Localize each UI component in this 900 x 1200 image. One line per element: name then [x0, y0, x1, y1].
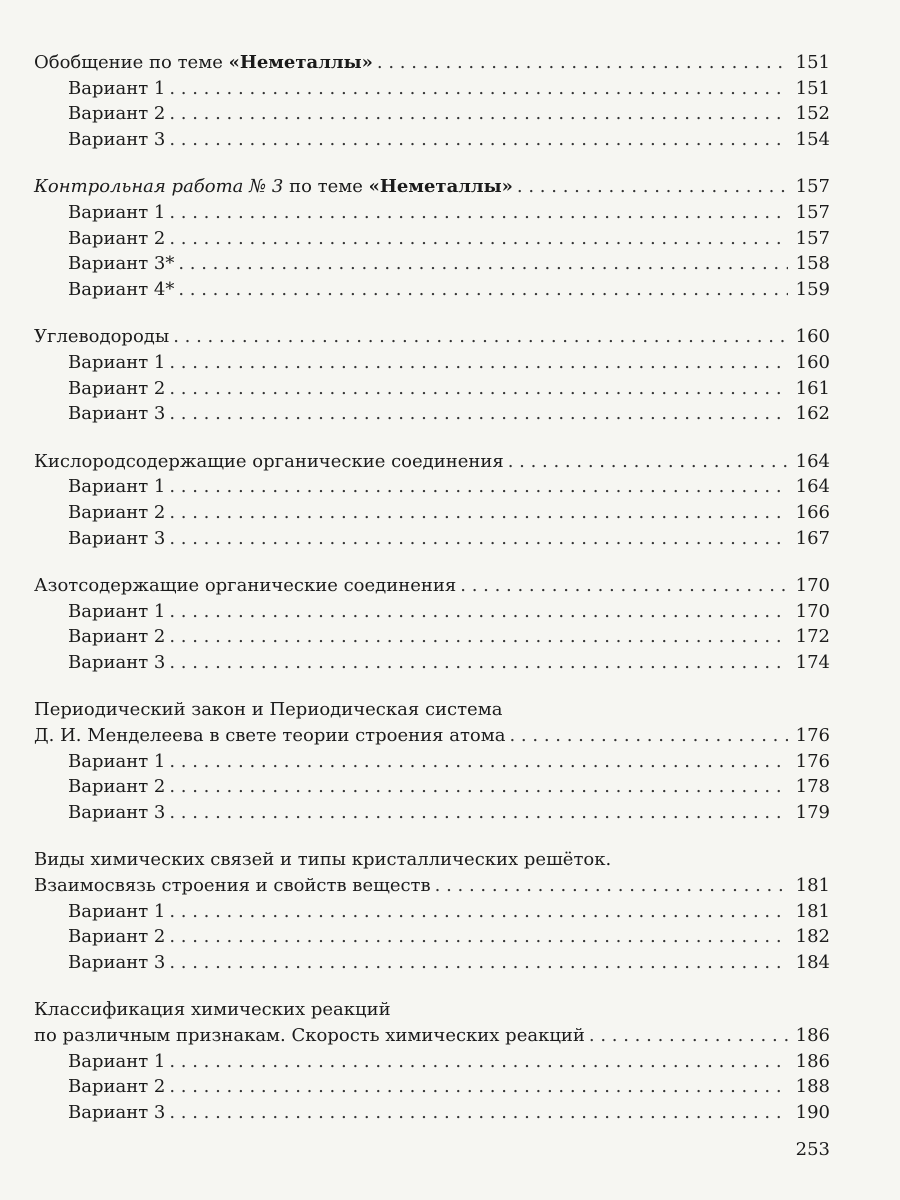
toc-variant-label: Вариант 2	[68, 926, 166, 948]
toc-page-number: 186	[795, 1025, 830, 1046]
dot-leader	[169, 401, 788, 427]
toc-section	[34, 174, 830, 302]
toc-page-number: 157	[795, 227, 830, 249]
toc-variant-label: Вариант 1	[68, 351, 166, 373]
toc-variant-line[interactable]	[34, 800, 830, 826]
dot-leader	[169, 101, 788, 127]
toc-page-number: 157	[795, 201, 830, 223]
toc-variant-label: Вариант 1	[68, 77, 166, 99]
dot-leader	[169, 1074, 788, 1100]
toc-variant-line[interactable]	[34, 127, 830, 153]
toc-page-number: 166	[795, 501, 830, 523]
dot-leader	[589, 1023, 788, 1049]
toc-topic-line[interactable]	[34, 847, 830, 873]
toc-variant-label: Вариант 1	[68, 1050, 166, 1072]
toc-page-number: 178	[795, 776, 830, 798]
toc-variant-line[interactable]	[34, 749, 830, 775]
toc-topic-title	[34, 573, 456, 599]
toc-topic-title	[34, 50, 373, 76]
toc-title-fragment: по теме	[283, 176, 369, 198]
toc-variant-label: Вариант 2	[68, 227, 166, 249]
toc-title-fragment: «Неметаллы»	[368, 176, 513, 198]
toc-topic-title	[34, 174, 513, 200]
toc-topic-line[interactable]	[34, 449, 830, 475]
toc-variant-line[interactable]	[34, 1074, 830, 1100]
toc-variant-label: Вариант 3	[68, 1101, 166, 1123]
toc-page-number: 170	[795, 575, 830, 597]
toc-variant-line[interactable]	[34, 624, 830, 650]
toc-variant-line[interactable]	[34, 924, 830, 950]
dot-leader	[169, 526, 788, 552]
toc-variant-label: Вариант 3	[68, 951, 166, 973]
toc-variant-label: Вариант 3	[68, 801, 166, 823]
toc-topic-title	[34, 324, 169, 350]
toc-variant-line[interactable]	[34, 200, 830, 226]
dot-leader	[169, 1049, 788, 1075]
dot-leader	[169, 200, 788, 226]
dot-leader	[435, 873, 788, 899]
toc-title-fragment: Классификация химических реакций	[34, 999, 391, 1021]
toc-page-number: 162	[795, 403, 830, 425]
toc-variant-label: Вариант 3	[68, 527, 166, 549]
toc-topic-line[interactable]	[34, 997, 830, 1023]
toc-variant-label: Вариант 1	[68, 750, 166, 772]
toc-variant-line[interactable]	[34, 101, 830, 127]
dot-leader	[169, 749, 788, 775]
toc-topic-line[interactable]	[34, 697, 830, 723]
toc-variant-label: Вариант 1	[68, 201, 166, 223]
toc-variant-line[interactable]	[34, 376, 830, 402]
table-of-contents	[34, 50, 830, 1147]
toc-variant-line[interactable]	[34, 277, 830, 303]
dot-leader	[169, 924, 788, 950]
dot-leader	[178, 277, 788, 303]
toc-page-number: 164	[795, 476, 830, 498]
toc-page-number: 186	[795, 1050, 830, 1072]
toc-title-fragment: Кислородсодержащие органические соединения	[34, 450, 504, 472]
toc-title-fragment: Д. И. Менделеева в свете теории строения атома	[34, 725, 506, 747]
toc-variant-line[interactable]	[34, 650, 830, 676]
toc-variant-line[interactable]	[34, 1049, 830, 1075]
toc-page-number: 151	[795, 52, 830, 73]
toc-variant-line[interactable]	[34, 401, 830, 427]
toc-title-fragment: Взаимосвязь строения и свойств веществ	[34, 875, 431, 897]
toc-variant-label: Вариант 2	[68, 1076, 166, 1098]
toc-page-number: 152	[795, 103, 830, 125]
toc-section	[34, 573, 830, 675]
toc-page-number: 176	[795, 750, 830, 772]
toc-variant-label: Вариант 3*	[68, 253, 175, 275]
toc-page-number: 161	[795, 377, 830, 399]
toc-page-number: 164	[795, 450, 830, 472]
toc-variant-label: Вариант 2	[68, 776, 166, 798]
toc-page-number: 151	[795, 77, 830, 99]
toc-variant-label: Вариант 3	[68, 403, 166, 425]
toc-title-fragment: Обобщение по теме	[34, 52, 229, 73]
toc-page-number: 190	[795, 1101, 830, 1123]
dot-leader	[169, 474, 788, 500]
toc-variant-label: Вариант 1	[68, 476, 166, 498]
toc-title-fragment: по различным признакам. Скорость химических реакций	[34, 1025, 585, 1046]
dot-leader	[169, 800, 788, 826]
toc-variant-line[interactable]	[34, 500, 830, 526]
dot-leader	[173, 324, 788, 350]
toc-page-number: 184	[795, 951, 830, 973]
toc-page-number: 179	[795, 801, 830, 823]
toc-page-number: 167	[795, 527, 830, 549]
toc-variant-label: Вариант 1	[68, 900, 166, 922]
toc-section	[34, 50, 830, 152]
dot-leader	[169, 1100, 788, 1126]
toc-section	[34, 697, 830, 825]
toc-page-number: 159	[795, 278, 830, 300]
toc-title-fragment: Азотсодержащие органические соединения	[34, 575, 457, 597]
dot-leader	[169, 624, 788, 650]
dot-leader	[169, 950, 788, 976]
toc-page-number: 170	[795, 600, 830, 622]
toc-section	[34, 449, 830, 551]
toc-variant-label: Вариант 1	[68, 600, 166, 622]
toc-topic-line[interactable]	[34, 324, 830, 350]
toc-page-number: 158	[795, 253, 830, 275]
toc-page-number: 172	[795, 626, 830, 648]
toc-page-number: 160	[795, 326, 830, 348]
toc-variant-label: Вариант 2	[68, 626, 166, 648]
toc-page-number: 181	[795, 875, 830, 897]
toc-variant-line[interactable]	[34, 599, 830, 625]
dot-leader	[178, 251, 788, 277]
toc-page-number: 174	[795, 651, 830, 673]
dot-leader	[169, 500, 788, 526]
toc-variant-label: Вариант 2	[68, 501, 166, 523]
toc-topic-title	[34, 723, 505, 749]
dot-leader	[508, 449, 788, 475]
toc-variant-label: Вариант 3	[68, 651, 166, 673]
dot-leader	[169, 350, 788, 376]
toc-topic-line[interactable]	[34, 174, 830, 200]
toc-page-number: 182	[795, 926, 830, 948]
dot-leader	[169, 226, 788, 252]
toc-title-fragment: «Неметаллы»	[228, 52, 373, 73]
toc-variant-line[interactable]	[34, 350, 830, 376]
toc-variant-line[interactable]	[34, 774, 830, 800]
toc-variant-line[interactable]	[34, 251, 830, 277]
toc-page-number: 157	[795, 176, 830, 198]
toc-topic-title	[34, 847, 611, 873]
dot-leader	[460, 573, 788, 599]
toc-title-fragment: Контрольная работа № 3	[34, 176, 284, 198]
dot-leader	[517, 174, 788, 200]
toc-title-fragment: Углеводороды	[34, 326, 170, 348]
toc-variant-label: Вариант 3	[68, 128, 166, 150]
dot-leader	[509, 723, 788, 749]
toc-variant-line[interactable]	[34, 1100, 830, 1126]
toc-title-fragment: Периодический закон и Периодическая система	[34, 699, 503, 721]
toc-topic-title	[34, 873, 431, 899]
toc-topic-line[interactable]	[34, 573, 830, 599]
toc-page-number: 160	[795, 351, 830, 373]
toc-section	[34, 324, 830, 426]
toc-variant-label: Вариант 2	[68, 103, 166, 125]
dot-leader	[169, 899, 788, 925]
toc-topic-line[interactable]	[34, 50, 830, 76]
page-number: 253	[795, 1139, 830, 1160]
toc-topic-title	[34, 1023, 585, 1049]
toc-variant-label: Вариант 4*	[68, 278, 175, 300]
toc-section	[34, 997, 830, 1125]
toc-page-number: 154	[795, 128, 830, 150]
toc-topic-line[interactable]	[34, 873, 830, 899]
toc-page-number: 176	[795, 725, 830, 747]
toc-variant-line[interactable]	[34, 526, 830, 552]
toc-variant-line[interactable]	[34, 474, 830, 500]
toc-page-number: 188	[795, 1076, 830, 1098]
toc-variant-line[interactable]	[34, 899, 830, 925]
toc-topic-title	[34, 697, 502, 723]
dot-leader	[169, 599, 788, 625]
toc-topic-title	[34, 449, 504, 475]
dot-leader	[377, 50, 788, 76]
toc-topic-line[interactable]	[34, 1023, 830, 1049]
dot-leader	[169, 376, 788, 402]
dot-leader	[169, 127, 788, 153]
toc-variant-line[interactable]	[34, 76, 830, 102]
toc-variant-line[interactable]	[34, 950, 830, 976]
toc-section	[34, 847, 830, 975]
dot-leader	[169, 650, 788, 676]
toc-variant-line[interactable]	[34, 226, 830, 252]
dot-leader	[169, 76, 788, 102]
toc-topic-line[interactable]	[34, 723, 830, 749]
dot-leader	[169, 774, 788, 800]
toc-title-fragment: Виды химических связей и типы кристаллических решёток.	[34, 849, 612, 871]
toc-variant-label: Вариант 2	[68, 377, 166, 399]
toc-topic-title	[34, 997, 391, 1023]
toc-page-number: 181	[795, 900, 830, 922]
